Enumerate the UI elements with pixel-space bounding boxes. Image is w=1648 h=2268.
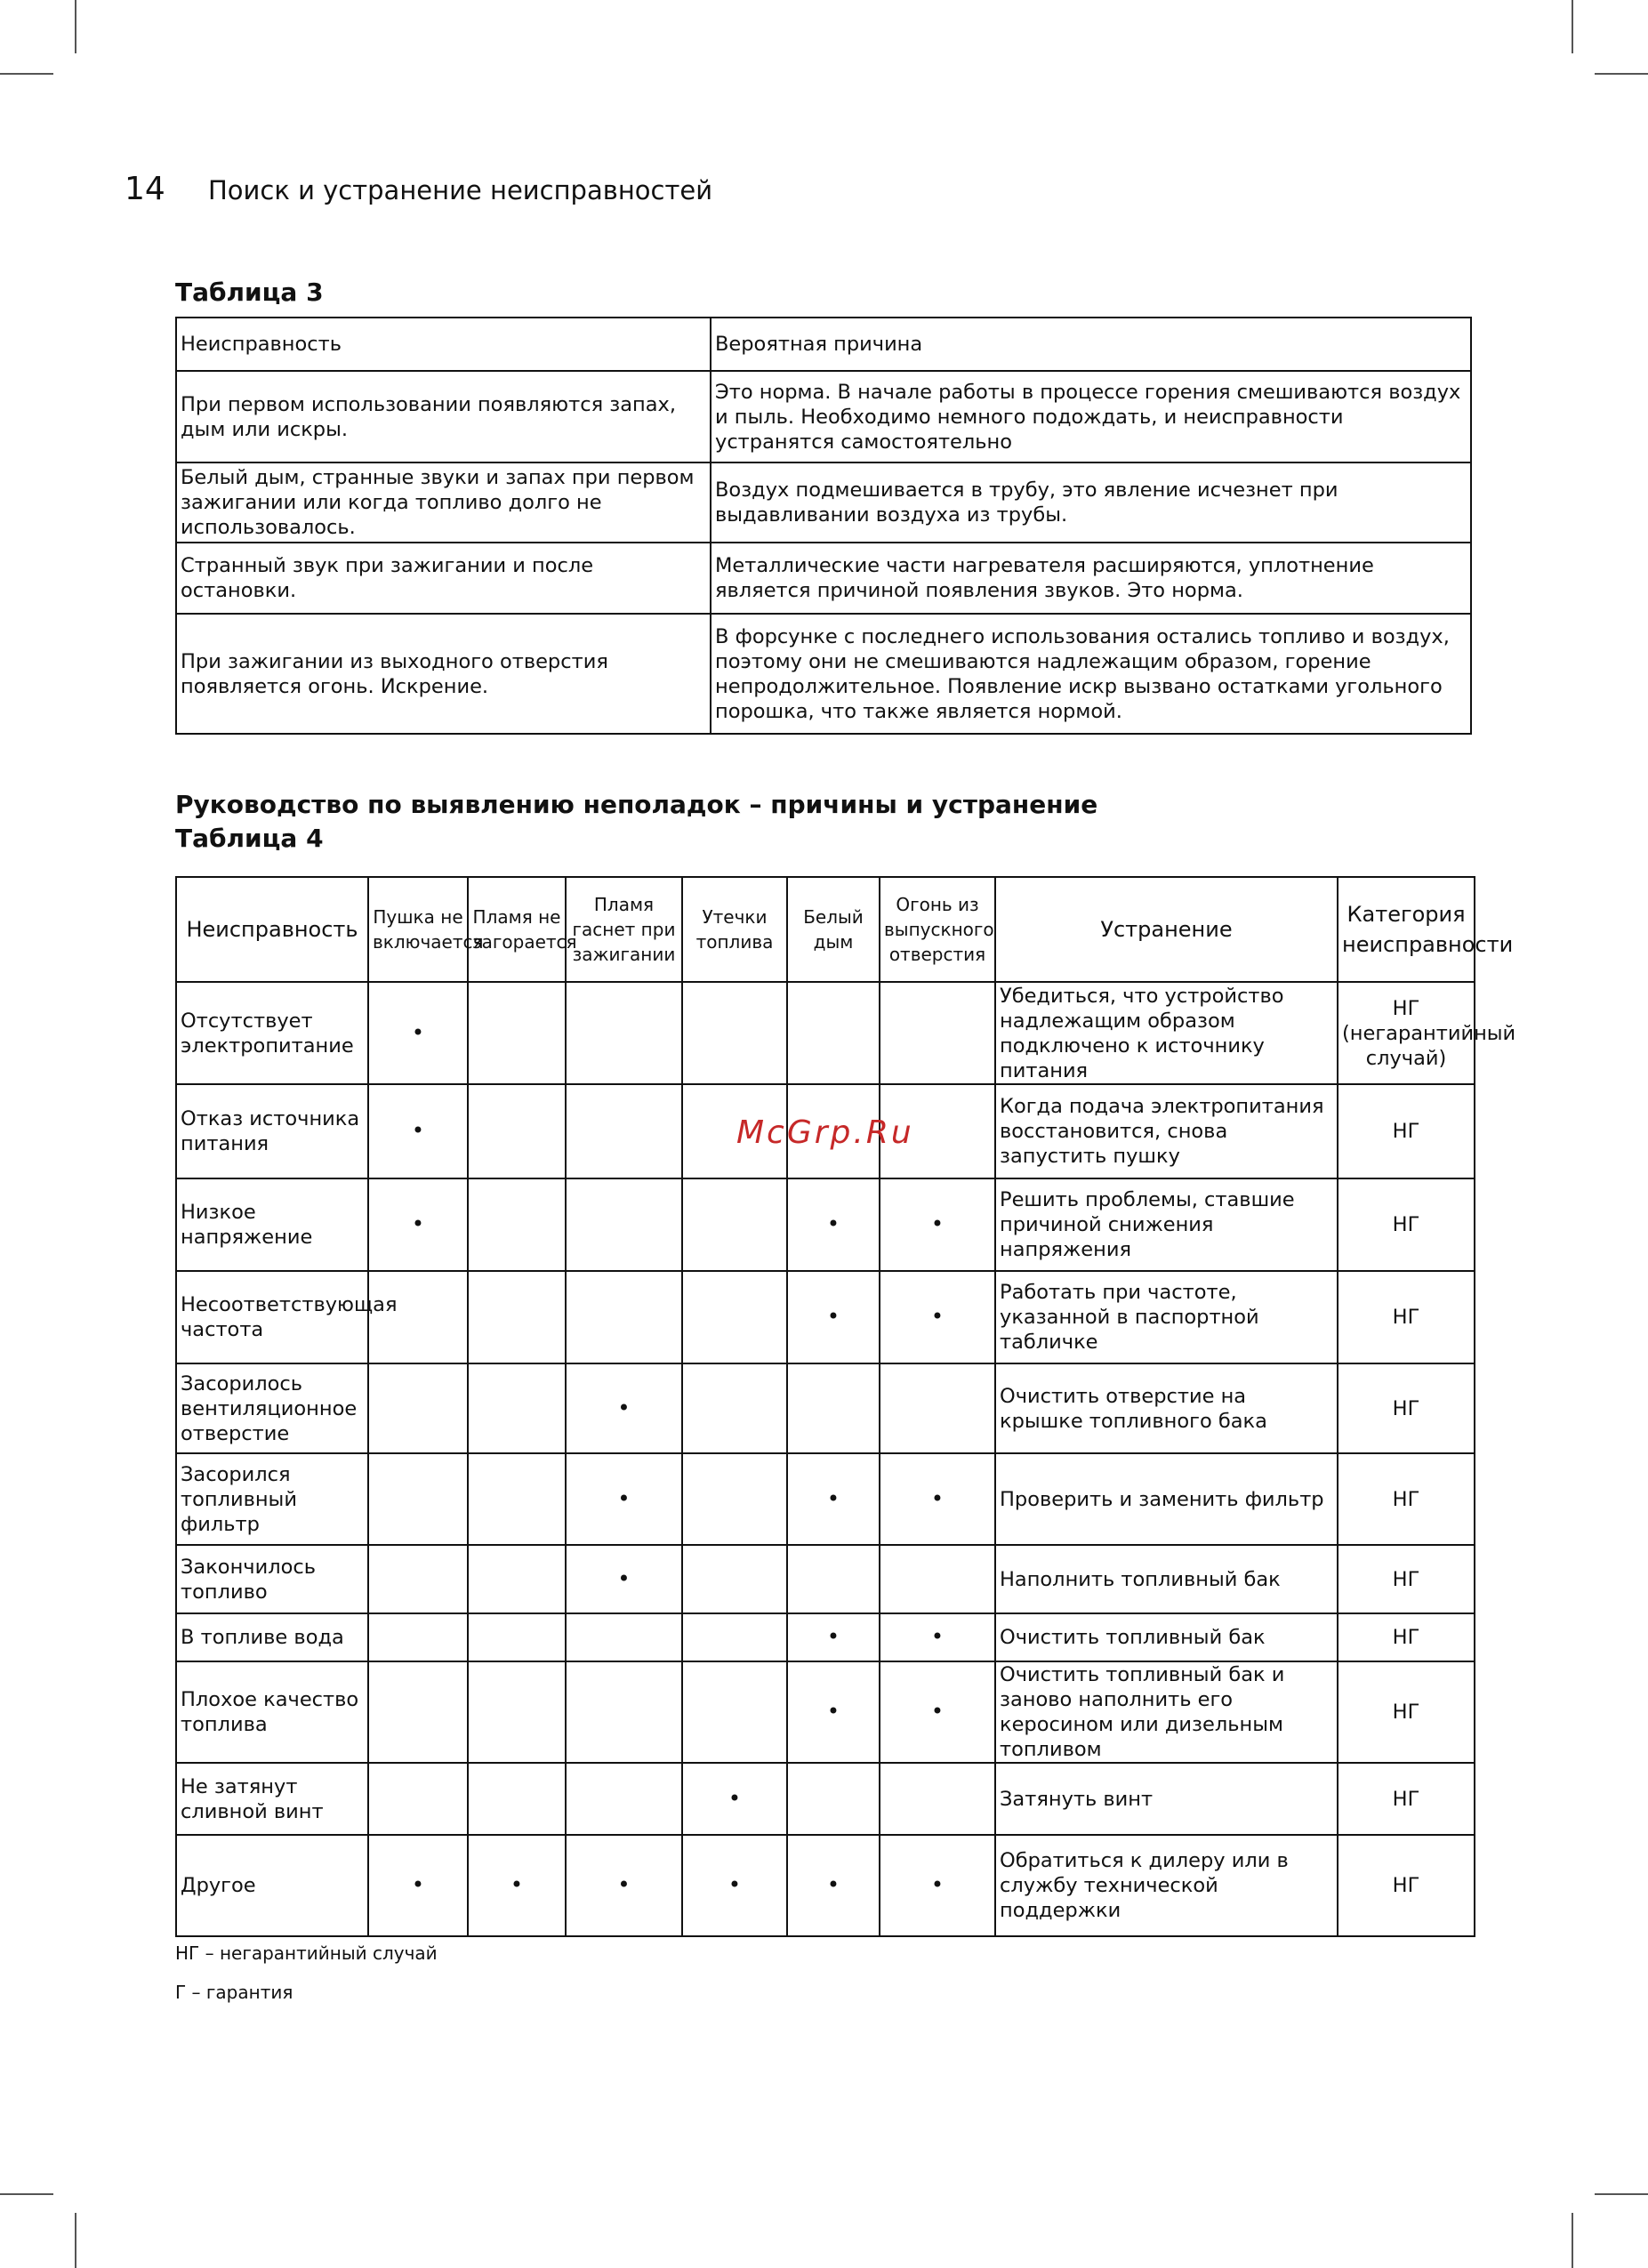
- symptom-cell: [880, 1545, 995, 1613]
- bullet-mark: •: [930, 1485, 945, 1511]
- symptom-cell: [682, 1363, 787, 1453]
- bullet-mark: •: [826, 1699, 840, 1724]
- table-row: [176, 371, 1471, 462]
- table3-cause: Металлические части нагревателя расширяются, уплотнение является причиной появления звуков. Это норма.: [711, 543, 1471, 614]
- symptom-cell: [787, 1363, 880, 1453]
- crop-mark: [0, 73, 53, 75]
- table4-fault: Низкое напряжение: [176, 1178, 368, 1271]
- symptom-cell: [787, 982, 880, 1084]
- symptom-cell: [566, 1178, 682, 1271]
- symptom-cell: [787, 1613, 880, 1661]
- symptom-cell: [880, 1613, 995, 1661]
- symptom-cell: [682, 1178, 787, 1271]
- symptom-cell: [880, 1453, 995, 1545]
- table4-header-row: [176, 877, 1475, 982]
- symptom-cell: [368, 1763, 468, 1835]
- table-row: [176, 614, 1471, 734]
- table-row: [176, 543, 1471, 614]
- symptom-cell: [787, 1763, 880, 1835]
- symptom-cell: [566, 1084, 682, 1178]
- table3-header-fault: Неисправность: [176, 318, 711, 371]
- table-row: [176, 982, 1475, 1084]
- table4-fault: Отсутствует электропитание: [176, 982, 368, 1084]
- table4-header-no-flame: Пламя не загорается: [468, 877, 566, 982]
- crop-mark: [75, 0, 76, 53]
- table3-fault: Странный звук при зажигании и после остановки.: [176, 543, 711, 614]
- bullet-mark: •: [826, 1872, 840, 1897]
- symptom-cell: [566, 1271, 682, 1363]
- symptom-cell: [682, 1545, 787, 1613]
- bullet-mark: •: [930, 1211, 945, 1236]
- table4: [175, 876, 1516, 1937]
- symptom-cell: [787, 1453, 880, 1545]
- table4-header-fuel-leak: Утечки топлива: [682, 877, 787, 982]
- bullet-mark: •: [411, 1872, 425, 1897]
- table4-fault: Не затянут сливной винт: [176, 1763, 368, 1835]
- symptom-cell: [368, 1084, 468, 1178]
- table3-fault: Белый дым, странные звуки и запах при первом зажигании или когда топливо долго не использовалось.: [176, 462, 711, 543]
- symptom-cell: [566, 1763, 682, 1835]
- bullet-mark: •: [930, 1304, 945, 1329]
- bullet-mark: •: [728, 1872, 742, 1897]
- table4-category: НГ: [1338, 1763, 1475, 1835]
- table4-header-fix: Устранение: [995, 877, 1338, 982]
- table4-fix: Решить проблемы, ставшие причиной снижения напряжения: [995, 1178, 1338, 1271]
- table-row: [176, 1545, 1475, 1613]
- table-row: [176, 1661, 1475, 1763]
- table3-fault: При зажигании из выходного отверстия появляется огонь. Искрение.: [176, 614, 711, 734]
- table3-cause: Это норма. В начале работы в процессе горения смешиваются воздух и пыль. Необходимо немного подождать, и неисправности устранятся самостоятельно: [711, 371, 1471, 462]
- symptom-cell: [368, 1363, 468, 1453]
- symptom-cell: [682, 1613, 787, 1661]
- symptom-cell: [880, 1363, 995, 1453]
- symptom-cell: [566, 1363, 682, 1453]
- symptom-cell: [566, 1613, 682, 1661]
- symptom-cell: [682, 1661, 787, 1763]
- symptom-cell: [468, 1763, 566, 1835]
- table4-fix: Обратиться к дилеру или в службу технической поддержки: [995, 1835, 1338, 1936]
- table4-fault: Засорился топливный фильтр: [176, 1453, 368, 1545]
- watermark: McGrp.Ru: [736, 1114, 914, 1151]
- symptom-cell: [880, 1661, 995, 1763]
- table4-category: НГ: [1338, 1271, 1475, 1363]
- table3-fault: При первом использовании появляются запах, дым или искры.: [176, 371, 711, 462]
- symptom-cell: [787, 1271, 880, 1363]
- table-row: [176, 1763, 1475, 1835]
- table4-caption: Таблица 4: [175, 824, 324, 853]
- symptom-cell: [468, 1084, 566, 1178]
- crop-mark: [1572, 0, 1573, 53]
- table4-fault: Несоответствующая частота: [176, 1271, 368, 1363]
- bullet-mark: •: [826, 1485, 840, 1511]
- symptom-cell: [880, 1271, 995, 1363]
- table4-heading: Руководство по выявлению неполадок – причины и устранение: [175, 790, 1098, 819]
- symptom-cell: [468, 1835, 566, 1936]
- table4-fault: Плохое качество топлива: [176, 1661, 368, 1763]
- symptom-cell: [566, 1545, 682, 1613]
- symptom-cell: [368, 1271, 468, 1363]
- symptom-cell: [468, 1545, 566, 1613]
- table4-fix: Очистить топливный бак: [995, 1613, 1338, 1661]
- symptom-cell: [787, 1835, 880, 1936]
- table4-category: НГ: [1338, 1363, 1475, 1453]
- table4-fault: Отказ источника питания: [176, 1084, 368, 1178]
- table4-category: НГ: [1338, 1453, 1475, 1545]
- bullet-mark: •: [617, 1395, 631, 1420]
- bullet-mark: •: [826, 1304, 840, 1329]
- table4-fix: Затянуть винт: [995, 1763, 1338, 1835]
- table-row: [176, 462, 1471, 543]
- table4-fix: Когда подача электропитания восстановится, снова запустить пушку: [995, 1084, 1338, 1178]
- symptom-cell: [468, 1453, 566, 1545]
- crop-mark: [1595, 2193, 1648, 2195]
- table4-fix: Убедиться, что устройство надлежащим образом подключено к источнику питания: [995, 982, 1338, 1084]
- symptom-cell: [368, 1453, 468, 1545]
- crop-mark: [1595, 73, 1648, 75]
- symptom-cell: [368, 1545, 468, 1613]
- bullet-mark: •: [411, 1019, 425, 1045]
- bullet-mark: •: [930, 1624, 945, 1649]
- symptom-cell: [682, 1763, 787, 1835]
- page-number: 14: [125, 171, 165, 207]
- table3-cause: В форсунке с последнего использования остались топливо и воздух, поэтому они не смешиваются надлежащим образом, горение непродолжительное. Появление искр вызвано остатками угольного порошка, что также является нормой.: [711, 614, 1471, 734]
- table4-header-flame-goes-out: Пламя гаснет при зажигании: [566, 877, 682, 982]
- table4-category: НГ: [1338, 1835, 1475, 1936]
- crop-mark: [1572, 2213, 1573, 2268]
- symptom-cell: [880, 1178, 995, 1271]
- page-title: Поиск и устранение неисправностей: [208, 175, 713, 205]
- table4-category: НГ (негарантийный случай): [1338, 982, 1475, 1084]
- bullet-mark: •: [728, 1785, 742, 1811]
- bullet-mark: •: [930, 1872, 945, 1897]
- table3: [175, 317, 1472, 735]
- symptom-cell: [468, 1613, 566, 1661]
- table4-fault: Закончилось топливо: [176, 1545, 368, 1613]
- footnote-ng: НГ – негарантийный случай: [175, 1942, 438, 1964]
- table4-fix: Очистить отверстие на крышке топливного бака: [995, 1363, 1338, 1453]
- table-row: [176, 1835, 1475, 1936]
- symptom-cell: [566, 982, 682, 1084]
- symptom-cell: [468, 1363, 566, 1453]
- symptom-cell: [368, 1835, 468, 1936]
- crop-mark: [0, 2193, 53, 2195]
- symptom-cell: [468, 1178, 566, 1271]
- table4-fault: Другое: [176, 1835, 368, 1936]
- symptom-cell: [468, 1271, 566, 1363]
- bullet-mark: •: [617, 1872, 631, 1897]
- symptom-cell: [787, 1661, 880, 1763]
- crop-mark: [75, 2213, 76, 2268]
- table3-header-row: [176, 318, 1471, 371]
- footnote-g: Г – гарантия: [175, 1982, 293, 2003]
- table-row: [176, 1363, 1475, 1453]
- table4-category: НГ: [1338, 1545, 1475, 1613]
- symptom-cell: [368, 1661, 468, 1763]
- table-row: [176, 1178, 1475, 1271]
- symptom-cell: [787, 1545, 880, 1613]
- symptom-cell: [880, 1763, 995, 1835]
- table4-fix: Наполнить топливный бак: [995, 1545, 1338, 1613]
- table4-category: НГ: [1338, 1613, 1475, 1661]
- table-row: [176, 1271, 1475, 1363]
- table-row: [176, 1613, 1475, 1661]
- table4-category: НГ: [1338, 1084, 1475, 1178]
- symptom-cell: [368, 982, 468, 1084]
- symptom-cell: [682, 1271, 787, 1363]
- symptom-cell: [787, 1178, 880, 1271]
- symptom-cell: [468, 1661, 566, 1763]
- bullet-mark: •: [510, 1872, 524, 1897]
- table4-header-gun-not-starting: Пушка не включается: [368, 877, 468, 982]
- table4-fault: В топливе вода: [176, 1613, 368, 1661]
- table4-header-fire-from-outlet: Огонь из выпускного отверстия: [880, 877, 995, 982]
- table4-category: НГ: [1338, 1178, 1475, 1271]
- table3-caption: Таблица 3: [175, 277, 324, 307]
- table3-header-cause: Вероятная причина: [711, 318, 1471, 371]
- table-row: [176, 1453, 1475, 1545]
- table4-fix: Работать при частоте, указанной в паспортной табличке: [995, 1271, 1338, 1363]
- table3-cause: Воздух подмешивается в трубу, это явление исчезнет при выдавливании воздуха из трубы.: [711, 462, 1471, 543]
- symptom-cell: [880, 982, 995, 1084]
- table4-category: НГ: [1338, 1661, 1475, 1763]
- symptom-cell: [566, 1453, 682, 1545]
- bullet-mark: •: [411, 1118, 425, 1143]
- symptom-cell: [880, 1835, 995, 1936]
- symptom-cell: [682, 982, 787, 1084]
- bullet-mark: •: [617, 1565, 631, 1591]
- symptom-cell: [368, 1613, 468, 1661]
- symptom-cell: [368, 1178, 468, 1271]
- bullet-mark: •: [930, 1699, 945, 1724]
- bullet-mark: •: [826, 1211, 840, 1236]
- symptom-cell: [682, 1453, 787, 1545]
- symptom-cell: [566, 1835, 682, 1936]
- table4-fix: Проверить и заменить фильтр: [995, 1453, 1338, 1545]
- table4-fix: Очистить топливный бак и заново наполнить его керосином или дизельным топливом: [995, 1661, 1338, 1763]
- symptom-cell: [468, 982, 566, 1084]
- bullet-mark: •: [411, 1211, 425, 1236]
- symptom-cell: [566, 1661, 682, 1763]
- table4-header-category: Категория неисправности: [1338, 877, 1475, 982]
- table4-header-fault: Неисправность: [176, 877, 368, 982]
- bullet-mark: •: [617, 1485, 631, 1511]
- bullet-mark: •: [826, 1624, 840, 1649]
- table4-fault: Засорилось вентиляционное отверстие: [176, 1363, 368, 1453]
- table4-header-white-smoke: Белый дым: [787, 877, 880, 982]
- symptom-cell: [682, 1835, 787, 1936]
